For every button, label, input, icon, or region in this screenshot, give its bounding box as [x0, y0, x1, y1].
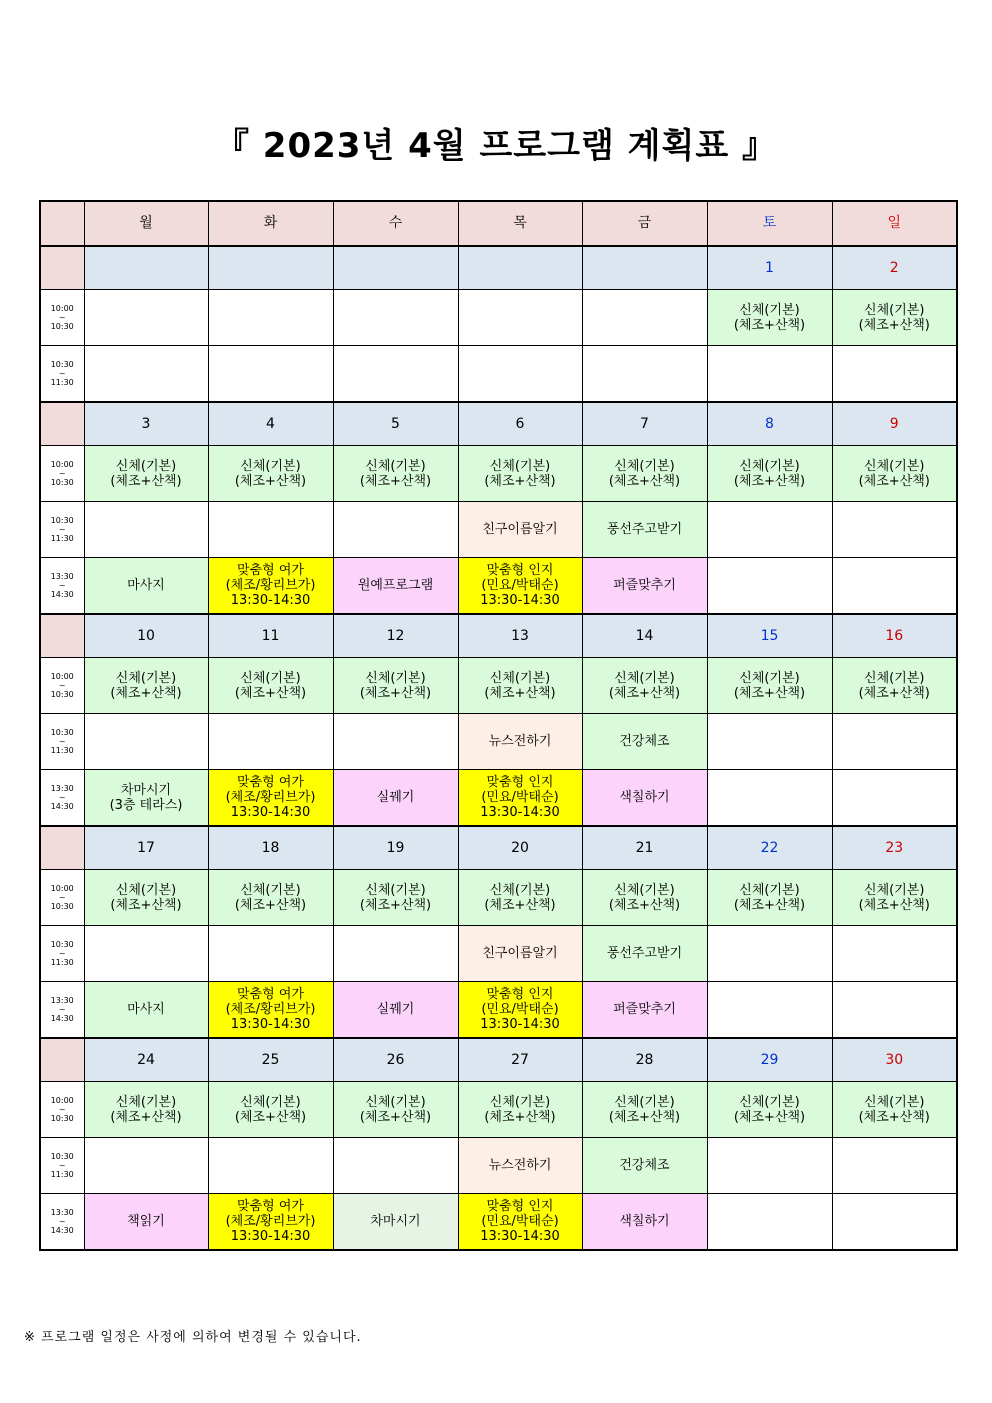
slot-row	[40, 714, 957, 770]
program-cell	[333, 1138, 458, 1194]
day-header: 월	[84, 201, 208, 246]
date-cell: 6	[458, 402, 582, 446]
date-row-corner	[40, 614, 84, 658]
slot-row	[40, 346, 957, 403]
program-cell	[84, 926, 208, 982]
page-title: 『 2023년 4월 프로그램 계획표 』	[214, 126, 778, 166]
date-cell: 22	[707, 826, 832, 870]
program-cell	[707, 346, 832, 403]
program-cell: 건강체조	[582, 1138, 707, 1194]
slot-row	[40, 290, 957, 346]
program-cell	[84, 714, 208, 770]
footnote: ※ 프로그램 일정은 사정에 의하여 변경될 수 있습니다.	[24, 1330, 362, 1345]
program-cell: 맞춤형 여가 (체조/황리브가) 13:30-14:30	[208, 558, 333, 615]
program-cell: 퍼즐맞추기	[582, 982, 707, 1039]
date-cell: 13	[458, 614, 582, 658]
program-cell: 실꿰기	[333, 770, 458, 827]
program-cell	[832, 770, 957, 827]
program-cell: 신체(기본) (체조+산책)	[582, 1082, 707, 1138]
program-cell: 신체(기본) (체조+산책)	[333, 658, 458, 714]
program-cell	[832, 1138, 957, 1194]
schedule-table	[39, 200, 958, 1251]
program-cell: 맞춤형 인지 (민요/박태순) 13:30-14:30	[458, 1194, 582, 1251]
program-cell	[707, 926, 832, 982]
program-cell	[707, 1138, 832, 1194]
program-cell	[208, 926, 333, 982]
program-cell	[333, 346, 458, 403]
program-cell: 신체(기본) (체조+산책)	[84, 870, 208, 926]
program-cell	[208, 502, 333, 558]
program-cell	[582, 346, 707, 403]
program-cell	[458, 290, 582, 346]
program-cell	[832, 982, 957, 1039]
program-cell: 책읽기	[84, 1194, 208, 1251]
date-cell: 15	[707, 614, 832, 658]
program-cell: 신체(기본) (체조+산책)	[458, 870, 582, 926]
date-cell: 19	[333, 826, 458, 870]
time-slot-label: 13:30 ~ 14:30	[40, 982, 84, 1039]
program-cell	[84, 290, 208, 346]
program-cell: 원예프로그램	[333, 558, 458, 615]
date-row-corner	[40, 826, 84, 870]
program-cell: 신체(기본) (체조+산책)	[208, 870, 333, 926]
date-row-corner	[40, 1038, 84, 1082]
program-cell: 친구이름알기	[458, 926, 582, 982]
date-cell: 12	[333, 614, 458, 658]
slot-row	[40, 926, 957, 982]
date-cell	[333, 246, 458, 290]
day-header: 목	[458, 201, 582, 246]
program-cell: 신체(기본) (체조+산책)	[832, 446, 957, 502]
program-cell	[707, 982, 832, 1039]
program-cell	[832, 926, 957, 982]
program-cell: 풍선주고받기	[582, 926, 707, 982]
date-cell: 24	[84, 1038, 208, 1082]
day-header-row	[40, 201, 957, 246]
slot-row	[40, 558, 957, 615]
program-cell: 신체(기본) (체조+산책)	[208, 1082, 333, 1138]
date-cell: 28	[582, 1038, 707, 1082]
date-row	[40, 402, 957, 446]
time-slot-label: 10:00 ~ 10:30	[40, 1082, 84, 1138]
date-cell: 25	[208, 1038, 333, 1082]
date-cell: 20	[458, 826, 582, 870]
time-slot-label: 13:30 ~ 14:30	[40, 558, 84, 615]
program-cell: 신체(기본) (체조+산책)	[707, 446, 832, 502]
date-cell: 9	[832, 402, 957, 446]
program-cell: 마사지	[84, 558, 208, 615]
program-cell: 퍼즐맞추기	[582, 558, 707, 615]
slot-row	[40, 658, 957, 714]
date-cell: 30	[832, 1038, 957, 1082]
date-cell	[84, 246, 208, 290]
program-cell	[707, 1194, 832, 1251]
date-cell	[208, 246, 333, 290]
date-cell: 5	[333, 402, 458, 446]
program-cell: 색칠하기	[582, 770, 707, 827]
slot-row	[40, 982, 957, 1039]
program-cell: 신체(기본) (체조+산책)	[84, 446, 208, 502]
program-cell: 신체(기본) (체조+산책)	[582, 658, 707, 714]
date-cell: 3	[84, 402, 208, 446]
program-cell: 신체(기본) (체조+산책)	[84, 658, 208, 714]
date-row-corner	[40, 402, 84, 446]
day-header-sunday: 일	[832, 201, 957, 246]
program-cell: 맞춤형 여가 (체조/황리브가) 13:30-14:30	[208, 770, 333, 827]
program-cell: 신체(기본) (체조+산책)	[208, 446, 333, 502]
slot-row	[40, 502, 957, 558]
program-cell: 맞춤형 여가 (체조/황리브가) 13:30-14:30	[208, 1194, 333, 1251]
program-cell	[832, 558, 957, 615]
program-cell: 건강체조	[582, 714, 707, 770]
day-header: 화	[208, 201, 333, 246]
day-header-saturday: 토	[707, 201, 832, 246]
program-cell: 차마시기 (3층 테라스)	[84, 770, 208, 827]
program-cell: 신체(기본) (체조+산책)	[707, 290, 832, 346]
program-cell	[707, 714, 832, 770]
slot-row	[40, 1138, 957, 1194]
date-cell: 27	[458, 1038, 582, 1082]
date-cell: 2	[832, 246, 957, 290]
program-cell: 뉴스전하기	[458, 1138, 582, 1194]
program-cell	[333, 926, 458, 982]
slot-row	[40, 770, 957, 827]
program-cell: 신체(기본) (체조+산책)	[458, 1082, 582, 1138]
program-cell: 신체(기본) (체조+산책)	[832, 1082, 957, 1138]
time-slot-label: 10:30 ~ 11:30	[40, 502, 84, 558]
program-cell	[208, 290, 333, 346]
date-cell: 11	[208, 614, 333, 658]
program-cell	[707, 558, 832, 615]
time-slot-label: 10:30 ~ 11:30	[40, 346, 84, 403]
program-cell: 신체(기본) (체조+산책)	[333, 446, 458, 502]
program-cell: 신체(기본) (체조+산책)	[832, 658, 957, 714]
program-cell: 맞춤형 인지 (민요/박태순) 13:30-14:30	[458, 770, 582, 827]
program-cell	[458, 346, 582, 403]
program-cell	[707, 770, 832, 827]
date-cell: 29	[707, 1038, 832, 1082]
program-cell: 신체(기본) (체조+산책)	[707, 1082, 832, 1138]
date-row	[40, 1038, 957, 1082]
program-cell: 차마시기	[333, 1194, 458, 1251]
date-cell	[582, 246, 707, 290]
program-cell	[832, 502, 957, 558]
program-cell	[208, 714, 333, 770]
date-cell: 26	[333, 1038, 458, 1082]
program-cell	[707, 502, 832, 558]
slot-row	[40, 870, 957, 926]
date-cell	[458, 246, 582, 290]
time-slot-label: 10:30 ~ 11:30	[40, 1138, 84, 1194]
time-slot-label: 10:00 ~ 10:30	[40, 446, 84, 502]
program-cell	[333, 290, 458, 346]
program-cell: 신체(기본) (체조+산책)	[458, 658, 582, 714]
date-row	[40, 246, 957, 290]
date-cell: 1	[707, 246, 832, 290]
program-cell	[832, 714, 957, 770]
time-slot-label: 10:30 ~ 11:30	[40, 926, 84, 982]
program-cell	[84, 1138, 208, 1194]
program-cell: 신체(기본) (체조+산책)	[832, 870, 957, 926]
date-cell: 4	[208, 402, 333, 446]
program-cell	[208, 1138, 333, 1194]
date-cell: 23	[832, 826, 957, 870]
program-cell	[208, 346, 333, 403]
date-cell: 8	[707, 402, 832, 446]
program-cell: 신체(기본) (체조+산책)	[84, 1082, 208, 1138]
program-cell: 뉴스전하기	[458, 714, 582, 770]
program-cell: 친구이름알기	[458, 502, 582, 558]
date-cell: 18	[208, 826, 333, 870]
time-slot-label: 13:30 ~ 14:30	[40, 770, 84, 827]
program-cell: 신체(기본) (체조+산책)	[458, 446, 582, 502]
header-corner	[40, 201, 84, 246]
schedule-body	[40, 201, 957, 1250]
program-cell: 신체(기본) (체조+산책)	[333, 1082, 458, 1138]
program-cell: 맞춤형 여가 (체조/황리브가) 13:30-14:30	[208, 982, 333, 1039]
program-cell: 신체(기본) (체조+산책)	[707, 658, 832, 714]
program-cell: 맞춤형 인지 (민요/박태순) 13:30-14:30	[458, 558, 582, 615]
time-slot-label: 10:30 ~ 11:30	[40, 714, 84, 770]
time-slot-label: 10:00 ~ 10:30	[40, 290, 84, 346]
time-slot-label: 10:00 ~ 10:30	[40, 870, 84, 926]
program-cell	[84, 346, 208, 403]
date-row	[40, 826, 957, 870]
date-row	[40, 614, 957, 658]
program-cell: 풍선주고받기	[582, 502, 707, 558]
slot-row	[40, 1082, 957, 1138]
slot-row	[40, 1194, 957, 1251]
day-header: 금	[582, 201, 707, 246]
program-cell	[832, 346, 957, 403]
program-cell: 마사지	[84, 982, 208, 1039]
program-cell	[832, 1194, 957, 1251]
program-cell: 신체(기본) (체조+산책)	[707, 870, 832, 926]
program-cell: 신체(기본) (체조+산책)	[582, 870, 707, 926]
date-cell: 7	[582, 402, 707, 446]
program-cell: 신체(기본) (체조+산책)	[208, 658, 333, 714]
date-cell: 17	[84, 826, 208, 870]
date-cell: 10	[84, 614, 208, 658]
program-cell: 신체(기본) (체조+산책)	[582, 446, 707, 502]
date-cell: 16	[832, 614, 957, 658]
program-cell: 실꿰기	[333, 982, 458, 1039]
date-cell: 14	[582, 614, 707, 658]
date-row-corner	[40, 246, 84, 290]
program-cell	[333, 502, 458, 558]
program-cell: 신체(기본) (체조+산책)	[333, 870, 458, 926]
program-cell	[84, 502, 208, 558]
program-cell	[333, 714, 458, 770]
program-cell	[582, 290, 707, 346]
program-cell: 맞춤형 인지 (민요/박태순) 13:30-14:30	[458, 982, 582, 1039]
slot-row	[40, 446, 957, 502]
date-cell: 21	[582, 826, 707, 870]
time-slot-label: 10:00 ~ 10:30	[40, 658, 84, 714]
time-slot-label: 13:30 ~ 14:30	[40, 1194, 84, 1251]
program-cell: 신체(기본) (체조+산책)	[832, 290, 957, 346]
day-header: 수	[333, 201, 458, 246]
program-cell: 색칠하기	[582, 1194, 707, 1251]
